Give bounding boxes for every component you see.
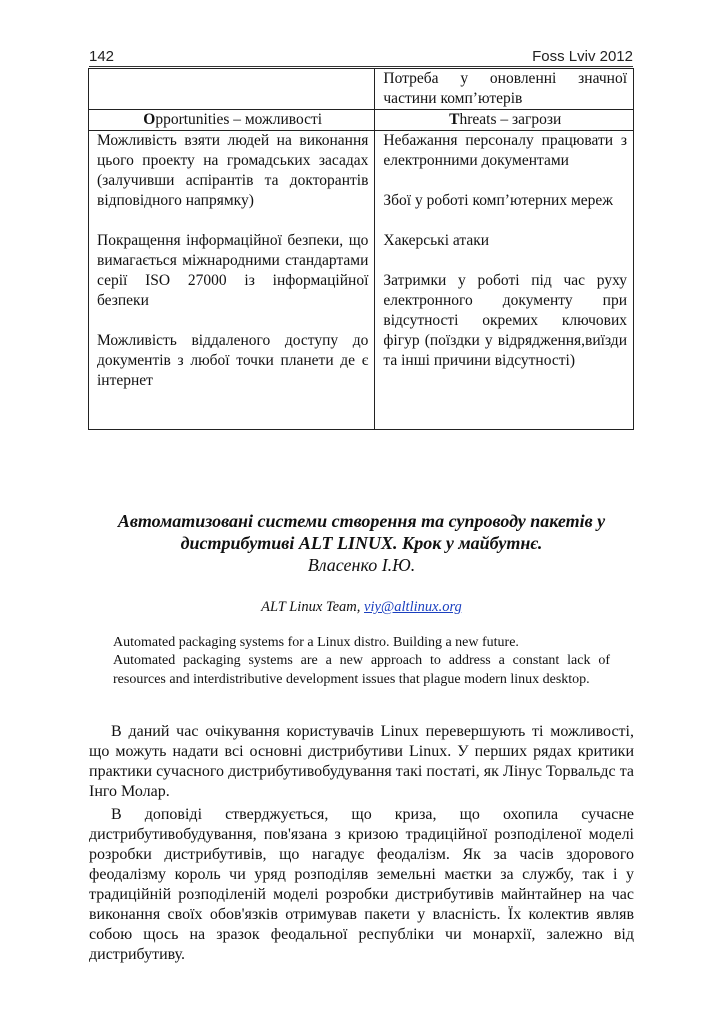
table-row xyxy=(89,69,634,110)
opportunity-item: Можливість взяти людей на виконання цього проекту на громадських засадах (залучивши аспірантів та докторантів відповідного напрямку) xyxy=(97,132,369,209)
page-number: 142 xyxy=(89,48,115,65)
opportunity-item: Покращення інформаційної безпеки, що вимагається міжнародними стандартами серії ISO 27000 із інформаційної безпеки xyxy=(97,232,369,309)
opportunities-cell xyxy=(89,131,375,430)
abstract xyxy=(113,634,610,689)
threats-initial: T xyxy=(449,111,460,128)
threats-label: hreats – загрози xyxy=(459,111,562,128)
opportunities-label: pportunities – можливості xyxy=(155,111,323,128)
abstract-text: Automated packaging systems are a new approach to address a constant lack of resources and interdistributive development issues that plague modern linux desktop. xyxy=(113,653,610,687)
threats-header xyxy=(375,110,634,131)
opportunity-item: Можливість віддаленого доступу до документів з любої точки планети де є інтернет xyxy=(97,332,369,389)
opportunities-initial: O xyxy=(143,111,156,128)
article-title xyxy=(60,510,663,554)
table-row xyxy=(89,131,634,430)
article-title-line: дистрибутиві ALT LINUX. Крок у майбутнє. xyxy=(180,533,543,553)
swot-table xyxy=(88,68,634,430)
email-link[interactable]: viy@altlinux.org xyxy=(364,599,462,615)
affiliation-text: ALT Linux Team, xyxy=(261,599,365,615)
running-header xyxy=(89,48,633,67)
table-cell-empty xyxy=(89,69,375,110)
body-paragraph: В доповіді стверджується, що криза, що охопила сучасне дистрибутивобудування, пов'язана з кризою традиційної розподіленої моделі розробки дистрибутивів, що нагадує феодалізм. Як за часів здорового феодалізму король чи уряд розподіляв земельні маєтки за службу, так і у традиційній розподіленій моделі розробки дистрибутивів майнтайнер на час виконання своїх обов'язків отримував пакети у власність. Їх колектив являв собою щось на зразок феодальної республіки чи монархії, залежно від дистрибутиву. xyxy=(89,806,634,963)
threat-item: Хакерські атаки xyxy=(383,232,490,249)
threat-item: Затримки у роботі під час руху електронного документу при відсутності окремих ключових фігур (поїздки у відрядження,виїзди та інші причини відсутності) xyxy=(383,272,627,369)
threat-item: Збої у роботі комп’ютерних мереж xyxy=(383,192,613,209)
body-paragraph: В даний час очікування користувачів Linux перевершують ті можливості, що можуть надати всі основні дистрибутиви Linux. У перших рядах критики практики сучасного дистрибутивобудування такі постаті, як Лінус Торвальдс та Інго Молар. xyxy=(89,723,634,800)
journal-title: Foss Lviv 2012 xyxy=(532,48,633,65)
threat-item: Небажання персоналу працювати з електронними документами xyxy=(383,132,627,169)
article-title-line: Автоматизовані системи створення та супроводу пакетів у xyxy=(117,511,606,531)
weakness-item: Потреба у оновленні значної частини комп’ютерів xyxy=(383,70,627,107)
threats-cell xyxy=(375,131,634,430)
abstract-title-line: Automated packaging systems for a Linux distro. Building a new future. xyxy=(113,635,519,650)
table-cell xyxy=(375,69,634,110)
author-affiliation xyxy=(60,599,663,616)
table-header-row xyxy=(89,110,634,131)
article-body xyxy=(89,722,634,965)
article-authors: Власенко І.Ю. xyxy=(307,555,416,575)
opportunities-header xyxy=(89,110,375,131)
